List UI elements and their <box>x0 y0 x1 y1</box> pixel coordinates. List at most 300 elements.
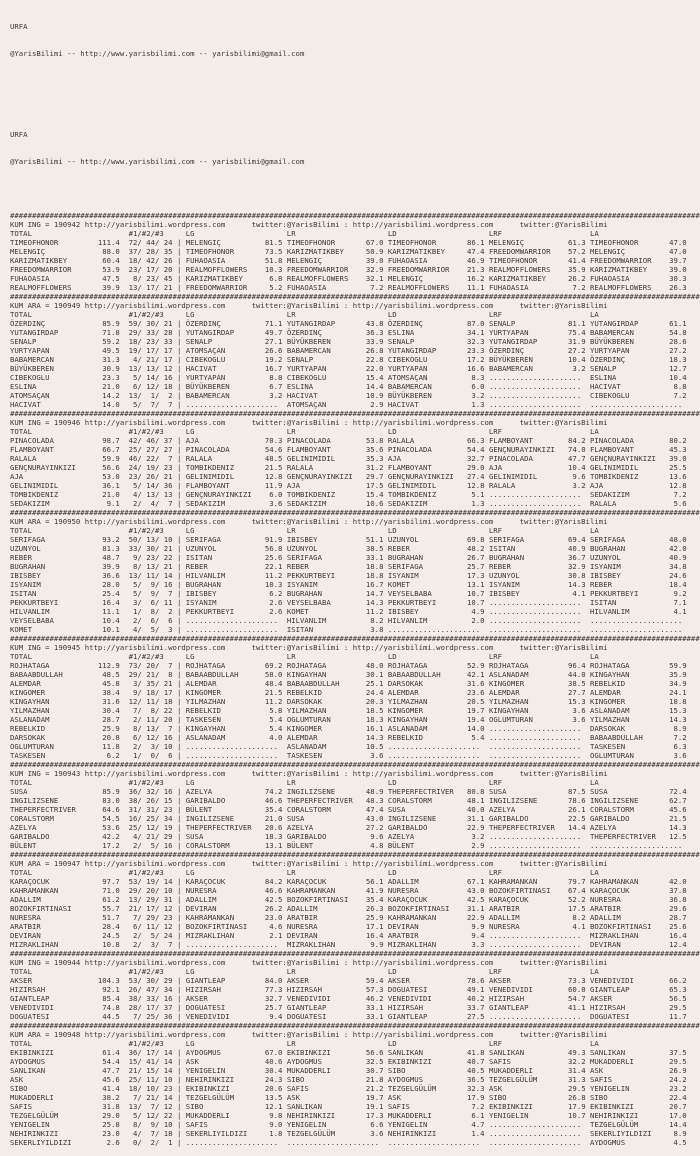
horse-name: AJA <box>10 472 90 481</box>
stat-value-la: 7.2 <box>669 490 687 499</box>
stat-horse-name-lr: ISYANIM <box>286 580 366 589</box>
stat-horse-name-la: RALALA <box>590 499 670 508</box>
placings-value: 38/ 33/ 16 <box>124 994 173 1003</box>
placings-value: 36/ 17/ 14 <box>124 1048 173 1057</box>
stat-value-lr: 21.8 <box>365 1075 384 1084</box>
stat-value-lr: 41.9 <box>365 886 384 895</box>
stat-value-lr: 25.1 <box>365 679 384 688</box>
horse-name: AKSER <box>10 976 90 985</box>
stats-row: ASK 45.6 25/ 11/ 10 | NEHIRINKIZI 24.3 SIBO 21.8 AYDOGMUS 36.5 TEZGELGÜLÜM 31.3 SAFIS 24.2 <box>10 1075 687 1084</box>
stat-value-la: 37.8 <box>669 886 687 895</box>
wordpress-url: http://yarisbilimi.wordpress.com <box>352 769 520 778</box>
stat-horse-name-ld: NURESRA <box>387 886 467 895</box>
stat-horse-name-lr: GARIBALDO <box>286 832 366 841</box>
stats-row: ISYANIM 28.0 5/ 9/ 16 | BUGRAHAN 10.3 ISYANIM 16.7 KOMET 13.1 ISYANIM 14.3 REBER 18.4 <box>10 580 687 589</box>
stat-horse-name-lg: YUTANGIRDAP <box>185 328 265 337</box>
stat-horse-name-lrf: TEZGELGÜLÜM <box>488 1075 569 1084</box>
stat-horse-name-lr: YURTYAPAN <box>286 364 366 373</box>
stat-value-lr: 56.1 <box>365 877 384 886</box>
stat-value-lg: 11.2 <box>264 697 283 706</box>
twitter-handle: twitter:@YarisBilimi <box>251 517 340 526</box>
empty-placeholder-lrf: ..................... <box>488 751 590 760</box>
stat-value-la: 3.6 <box>669 751 687 760</box>
placings-value: 4/ 5/ 3 <box>124 625 173 634</box>
horse-name: KARAÇOCUK <box>10 877 90 886</box>
total-value: 85.9 <box>89 319 120 328</box>
stat-value-lg: 5.4 <box>264 724 283 733</box>
stat-value-lrf: 61.3 <box>568 238 586 247</box>
empty-placeholder-lrf: ..................... <box>488 841 590 850</box>
stats-row: YILMAZHAN 30.4 7/ 8/ 22 | REBELKID 5.8 YILMAZHAN 18.5 KINGOMER 19.7 KINGAYHAN 3.6 ASLANADAM 15.3 <box>10 706 687 715</box>
stat-value-ld: 8.3 <box>466 373 485 382</box>
stat-horse-name-la: FLAMBOYANT <box>590 445 670 454</box>
stat-horse-name-lg: DOGUATESI <box>185 1003 265 1012</box>
placings-value: 5/ 12/ 22 <box>124 1111 173 1120</box>
stat-value-la: 7.2 <box>669 391 687 400</box>
horse-name: SEDAKIZIM <box>10 499 90 508</box>
stat-horse-name-ld: SUSA <box>387 805 467 814</box>
stat-horse-name-lr: TASKESEN <box>286 751 366 760</box>
stat-value-lg: 3.2 <box>264 391 283 400</box>
placings-value: 4/ 13/ 13 <box>124 490 173 499</box>
total-value: 48.5 <box>89 670 120 679</box>
total-value: 45.6 <box>89 1075 120 1084</box>
stat-value-ld: 17.2 <box>466 355 485 364</box>
stat-value-lg: 21.5 <box>264 688 283 697</box>
wordpress-url: http://yarisbilimi.wordpress.com <box>352 958 520 967</box>
stat-value-la: 37.5 <box>669 1048 687 1057</box>
stat-value-lr: 48.9 <box>365 787 384 796</box>
stats-row: TASKESEN 6.2 1/ 0/ 6 | ..................... TASKESEN 3.6 ..................... ..................... OGLUMTURAN 3.6 <box>10 751 687 760</box>
section-title-line: KUM ARA = 190950 http://yarisbilimi.wordpress.com twitter:@YarisBilimi : http://yarisbilimi.wordpress.com twitter:@YarisBilimi <box>10 517 608 526</box>
stat-horse-name-lg: TIMEOFHONOR <box>185 247 265 256</box>
stat-value-la: 17.0 <box>669 1111 687 1120</box>
stat-horse-name-la: DEVIRAN <box>589 940 670 949</box>
horse-name: ALEMDAR <box>10 679 90 688</box>
column-header-row <box>10 868 700 877</box>
stat-horse-name-lr: ATOMSAÇAN <box>286 400 366 409</box>
placings-value: 8/ 23/ 45 <box>124 274 173 283</box>
horse-name: BABAMERCAN <box>10 355 90 364</box>
total-value: 53.9 <box>89 265 120 274</box>
stat-horse-name-ld: UZUNYOL <box>387 535 467 544</box>
stat-value-lr: 4.8 <box>365 841 384 850</box>
stat-horse-name-la: VENEDIVIDI <box>590 976 670 985</box>
stat-horse-name-ld: SANLIKAN <box>387 1048 467 1057</box>
stat-horse-name-la: INGILIZSENE <box>590 796 670 805</box>
stat-horse-name-la: ASK <box>590 1066 670 1075</box>
stat-value-la: 34.8 <box>669 562 687 571</box>
stat-value-lr: 17.3 <box>365 1111 384 1120</box>
stat-horse-name-lr: SANLIKAN <box>286 1102 366 1111</box>
stat-horse-name-la: ASLANADAM <box>590 706 670 715</box>
stat-horse-name-lg: GENÇNURAYINKIZI <box>185 490 265 499</box>
column-label: LR <box>286 310 388 319</box>
placings-value: 23/ 17/ 20 <box>124 265 173 274</box>
stat-horse-name-la: BUGRAHAN <box>590 544 670 553</box>
wordpress-url: http://yarisbilimi.wordpress.com <box>352 859 520 868</box>
placings-value: 13/ 29/ 31 <box>124 895 173 904</box>
stat-horse-name-lr: SAFIS <box>286 1084 366 1093</box>
wordpress-url: http://yarisbilimi.wordpress.com <box>84 769 252 778</box>
stat-value-lr: 8.2 <box>365 616 384 625</box>
stat-horse-name-ld: ÖZERDINÇ <box>387 319 467 328</box>
stat-horse-name-lrf: ASK <box>488 1084 569 1093</box>
empty-placeholder-lrf: ..................... <box>488 616 590 625</box>
stat-value-la: 7.1 <box>669 598 687 607</box>
placings-value: 42/ 46/ 37 <box>124 436 173 445</box>
stat-horse-name-ld: VEYSELBABA <box>387 589 467 598</box>
stat-horse-name-ld: ALEMDAR <box>387 688 467 697</box>
stat-horse-name-lr: KARAÇOCUK <box>286 877 366 886</box>
stat-horse-name-lr: KINGAYHAN <box>286 670 366 679</box>
stat-horse-name-lg: SEKERLIYILDIZI <box>185 1129 265 1138</box>
placings-value: 7/ 25/ 36 <box>124 1012 173 1021</box>
stat-value-ld: 66.3 <box>466 436 485 445</box>
column-label: LRF <box>488 1039 590 1048</box>
total-value: 74.8 <box>89 1003 120 1012</box>
stat-value-lg: 74.2 <box>264 787 283 796</box>
stat-value-la: 39.0 <box>669 454 687 463</box>
stat-value-la: 14.4 <box>669 1120 687 1129</box>
stat-horse-name-lg: ROJHATAGA <box>185 661 265 670</box>
byline: @YarisBilimi -- http://www.yarisbilimi.com -- yarisbilimi@gmail.com <box>10 49 305 58</box>
stat-horse-name-lg: ISITAN <box>185 553 265 562</box>
placings-value: 19/ 17/ 17 <box>124 346 173 355</box>
stat-value-lg: 46.6 <box>264 886 283 895</box>
total-value: 93.2 <box>89 535 120 544</box>
section-divider: ############################################################################################################################################################# <box>10 1021 700 1030</box>
stat-value-ld: 19.7 <box>466 706 485 715</box>
stat-horse-name-lrf: ROJHATAGA <box>488 661 569 670</box>
stat-value-ld: 13.1 <box>466 580 485 589</box>
stat-horse-name-la: EKIBINKIZI <box>590 1102 670 1111</box>
column-label: LA <box>589 427 599 436</box>
stat-horse-name-lr: DOGUATESI <box>286 1012 366 1021</box>
stat-horse-name-lr: AJA <box>286 481 366 490</box>
total-value: 54.5 <box>89 814 120 823</box>
stat-horse-name-ld: SIBO <box>387 1066 467 1075</box>
horse-name: TEZGELGÜLÜM <box>10 1111 90 1120</box>
total-value: 47.5 <box>89 274 120 283</box>
stat-horse-name-la: ESLINA <box>590 373 670 382</box>
stat-horse-name-ld: REALMOFFLOWERS <box>387 283 467 292</box>
stat-value-lr: 10.9 <box>365 391 384 400</box>
stat-value-lrf: 17.5 <box>568 904 586 913</box>
stat-horse-name-lrf: ADALLIM <box>488 913 569 922</box>
stat-horse-name-lr: SUSA <box>286 814 366 823</box>
stat-value-lrf: 9.6 <box>568 472 586 481</box>
stat-horse-name-la: HIZIRSAH <box>590 1003 670 1012</box>
stat-horse-name-la: BÜYÜKBEREN <box>590 337 670 346</box>
stat-horse-name-ld: REBER <box>387 544 467 553</box>
stat-horse-name-ld: BÜYÜKBEREN <box>387 391 467 400</box>
column-label: LG <box>185 1039 287 1048</box>
column-label: LR <box>286 652 388 661</box>
stat-value-lg: 56.8 <box>264 544 283 553</box>
stat-horse-name-ld: AKSER <box>387 976 467 985</box>
stat-value-lg: 2.6 <box>264 607 283 616</box>
total-value: 2.6 <box>89 1138 120 1147</box>
stat-value-ld: 40.7 <box>466 1057 485 1066</box>
horse-name: REBELKID <box>10 724 90 733</box>
horse-name: ATOMSAÇAN <box>10 391 90 400</box>
placings-value: 4/ 7/ 18 <box>124 1129 173 1138</box>
stat-horse-name-la: CIBEKOGLU <box>590 391 670 400</box>
horse-name: KARIZMATIKBEY <box>10 256 90 265</box>
stat-horse-name-lr: CIBEKOGLU <box>286 373 366 382</box>
stat-horse-name-lr: VENEDIVIDI <box>286 994 366 1003</box>
placings-value: 6/ 11/ 12 <box>124 922 173 931</box>
stat-value-la: 28.6 <box>669 337 687 346</box>
stats-row: KARAÇOCUK 97.7 53/ 19/ 14 | KARAÇOCUK 84.2 KARAÇOCUK 56.1 ADALLIM 67.1 KAHRAMANKAN 79.7 KAHRAMANKAN 42.0 <box>10 877 687 886</box>
stat-horse-name-lr: DARSOKAK <box>286 697 366 706</box>
stats-row: SAFIS 31.8 13/ 7/ 12 | SIBO 12.1 SANLIKAN 19.1 SAFIS 7.2 EKIBINKIZI 17.9 EKIBINKIZI 20.7 <box>10 1102 687 1111</box>
empty-placeholder-lg: ..................... <box>185 616 287 625</box>
stat-value-lr: 20.3 <box>365 697 384 706</box>
stat-horse-name-lrf: MUKADDERLI <box>488 1066 569 1075</box>
placings-value: 53/ 30/ 29 <box>124 976 173 985</box>
horse-name: VENEDIVIDI <box>10 1003 90 1012</box>
stat-horse-name-lg: REBER <box>185 562 265 571</box>
stat-horse-name-lg: CORALSTORM <box>185 841 265 850</box>
stat-horse-name-lrf: KARIZMATIKBEY <box>488 274 569 283</box>
total-value: 60.4 <box>89 256 120 265</box>
horse-name: OGLUMTURAN <box>10 742 90 751</box>
total-value: 112.9 <box>89 661 120 670</box>
empty-placeholder-lrf: ..................... <box>488 742 590 751</box>
placings-value: 73/ 20/ 7 <box>124 661 173 670</box>
stat-horse-name-lr: PINACOLADA <box>286 436 366 445</box>
stats-row: ALEMDAR 45.8 3/ 35/ 21 | ALEMDAR 48.4 BABAABDULLAH 25.1 DARSOKAK 31.6 KINGOMER 38.5 REBELKID 34.9 <box>10 679 687 688</box>
total-value: 83.0 <box>89 796 120 805</box>
column-label: LD <box>387 967 489 976</box>
stat-value-lr: 51.1 <box>365 535 384 544</box>
section-divider: ############################################################################################################################################################# <box>10 292 700 301</box>
stat-horse-name-ld: ISYANIM <box>387 571 467 580</box>
column-label: LG <box>185 427 287 436</box>
stat-horse-name-ld: BABAABDULLAH <box>387 670 467 679</box>
stat-value-lrf: 10.4 <box>568 463 586 472</box>
column-label: LR <box>286 427 388 436</box>
stat-value-la: 14.3 <box>669 715 687 724</box>
stat-value-la: 47.0 <box>669 238 687 247</box>
stat-value-lrf: 49.3 <box>568 1048 586 1057</box>
stat-value-la: 80.2 <box>669 436 687 445</box>
stat-horse-name-la: IBISBEY <box>590 571 670 580</box>
section-title-line: KUM ARA = 190948 http://yarisbilimi.wordpress.com twitter:@YarisBilimi : http://yarisbilimi.wordpress.com twitter:@YarisBilimi <box>10 1030 608 1039</box>
stat-value-lrf: 79.7 <box>568 877 586 886</box>
twitter-handle: twitter:@YarisBilimi <box>519 769 608 778</box>
stat-value-lg: 20.6 <box>264 1084 283 1093</box>
horse-name: NEHIRINKIZI <box>10 1129 90 1138</box>
column-label: LD <box>387 229 489 238</box>
horse-name: ÖZERDINÇ <box>10 319 90 328</box>
stat-horse-name-lr: FLAMBOYANT <box>286 445 366 454</box>
column-label: #1/#2/#3 <box>128 526 186 535</box>
stat-value-lr: 3.8 <box>365 625 384 634</box>
stat-horse-name-lg: KINGAYHAN <box>185 724 265 733</box>
stat-value-lr: 6.6 <box>365 1120 384 1129</box>
stat-horse-name-lg: BUGRAHAN <box>185 580 265 589</box>
stat-value-la: 27.2 <box>669 346 687 355</box>
total-value: 49.5 <box>89 346 120 355</box>
stat-horse-name-la: DOGUATESI <box>590 1012 670 1021</box>
stat-horse-name-lg: AZELYA <box>185 787 265 796</box>
stat-value-lg: 6.8 <box>264 274 283 283</box>
stat-value-lg: 73.5 <box>264 247 283 256</box>
total-value: 16.4 <box>89 598 120 607</box>
stat-value-lrf: 73.3 <box>568 976 586 985</box>
stat-value-ld: 1.4 <box>466 1129 485 1138</box>
stat-horse-name-ld: ESLINA <box>387 328 467 337</box>
stat-horse-name-la: SIBO <box>590 1093 670 1102</box>
stat-value-la: 29.6 <box>669 904 687 913</box>
stat-horse-name-lg: REALMOFFLOWERS <box>185 265 265 274</box>
stat-value-lg: 26.2 <box>264 904 283 913</box>
stats-row: REBELKID 25.9 8/ 13/ 7 | KINGAYHAN 5.4 KINGOMER 16.1 ASLANADAM 14.0 ..................... DARSOKAK 8.9 <box>10 724 687 733</box>
total-value: 28.7 <box>89 715 120 724</box>
twitter-handle: twitter:@YarisBilimi <box>519 859 608 868</box>
stat-horse-name-ld: MUKADDERLI <box>387 1111 467 1120</box>
column-label: LD <box>387 1039 489 1048</box>
stat-value-ld: 4.9 <box>466 607 485 616</box>
horse-name: SANLIKAN <box>10 1066 90 1075</box>
stat-horse-name-ld: BUGRAHAN <box>387 553 467 562</box>
section-divider: ############################################################################################################################################################# <box>10 634 700 643</box>
stat-value-lg: 12.8 <box>264 472 283 481</box>
column-label: TOTAL <box>10 310 129 319</box>
placings-value: 13/ 7/ 12 <box>124 1102 173 1111</box>
stat-value-la: 20.7 <box>669 1102 687 1111</box>
column-label: TOTAL <box>10 778 129 787</box>
stat-value-ld: 23.3 <box>466 346 485 355</box>
stat-value-la: 39.7 <box>669 256 687 265</box>
stat-value-lrf: 3.6 <box>568 706 586 715</box>
stat-horse-name-lg: MIZRAKLIHAN <box>185 931 265 940</box>
stat-horse-name-ld: FREEDOMWARRIOR <box>387 265 467 274</box>
empty-placeholder-lrf: ..................... <box>488 373 590 382</box>
stat-value-ld: 21.3 <box>466 265 485 274</box>
stat-value-lr: 39.0 <box>365 256 384 265</box>
stat-horse-name-lrf: GIANTLEAP <box>488 1003 569 1012</box>
stats-row: ESLINA 21.0 6/ 12/ 18 | BÜYÜKBEREN 6.7 ESLINA 14.4 BABAMERCAN 6.0 ..................... HACIVAT 8.8 <box>10 382 687 391</box>
stat-value-lrf: 14.4 <box>568 823 586 832</box>
stat-horse-name-lr: KINGOMER <box>286 724 366 733</box>
stat-value-ld: 27.5 <box>466 1012 485 1021</box>
stat-value-lrf: 75.4 <box>568 328 586 337</box>
wordpress-url: http://yarisbilimi.wordpress.com <box>352 517 520 526</box>
stat-horse-name-lr: REBER <box>286 562 366 571</box>
stat-horse-name-lr: FREEDOMWARRIOR <box>286 265 366 274</box>
twitter-handle: twitter:@YarisBilimi <box>251 958 340 967</box>
horse-name: NURESRA <box>10 913 90 922</box>
section-id: KUM ING = 190945 <box>10 643 85 652</box>
stat-value-lg: 70.3 <box>264 436 283 445</box>
stat-value-lg: 3.6 <box>264 499 283 508</box>
stat-horse-name-la: THEPERFECTRIVER <box>590 832 670 841</box>
stat-value-la: 18.8 <box>669 697 687 706</box>
empty-placeholder-lrf: ..................... <box>488 1138 590 1147</box>
column-label: LRF <box>488 427 590 436</box>
stat-value-la: 62.7 <box>669 796 687 805</box>
stat-horse-name-la: SUSA <box>590 787 670 796</box>
column-label: LA <box>589 526 599 535</box>
placings-value: 38/ 26/ 15 <box>124 796 173 805</box>
stat-value-lg: 13.1 <box>264 841 283 850</box>
horse-name: SUSA <box>10 787 90 796</box>
twitter-handle: twitter:@YarisBilimi <box>251 301 340 310</box>
stat-horse-name-lg: MUKADDERLI <box>185 1111 265 1120</box>
section-title-line: KUM ING = 190945 http://yarisbilimi.wordpress.com twitter:@YarisBilimi : http://yarisbilimi.wordpress.com twitter:@YarisBilimi <box>10 643 608 652</box>
stat-horse-name-lg: AYDOGMUS <box>185 1048 265 1057</box>
stat-value-lr: 14.3 <box>365 598 384 607</box>
empty-placeholder-lg: ..................... <box>185 400 287 409</box>
stat-value-ld: 9.4 <box>466 931 485 940</box>
stat-horse-name-lg: DEVIRAN <box>185 904 265 913</box>
stat-value-ld: 49.1 <box>466 985 485 994</box>
placings-value: 29/ 21/ 8 <box>124 670 173 679</box>
total-value: 71.8 <box>89 328 120 337</box>
stat-horse-name-lr: ARATBIR <box>286 913 366 922</box>
horse-name: HACIVAT <box>10 400 90 409</box>
placings-value: 33/ 30/ 21 <box>124 544 173 553</box>
empty-placeholder-la: ..................... <box>589 625 692 634</box>
stat-horse-name-la: NEHIRINKIZI <box>590 1111 670 1120</box>
stat-horse-name-lg: BOZOKFIRTINASI <box>185 922 265 931</box>
section-id: KUM ING = 190943 <box>10 769 85 778</box>
stat-horse-name-lg: GIANTLEAP <box>185 976 265 985</box>
total-value: 88.0 <box>89 247 120 256</box>
column-label: TOTAL <box>10 229 129 238</box>
stat-horse-name-lg: PINACOLADA <box>185 445 265 454</box>
stat-horse-name-lr: ISITAN <box>286 625 366 634</box>
stat-value-ld: 48.2 <box>466 544 485 553</box>
stat-value-la: 26.9 <box>669 1066 687 1075</box>
total-value: 31.3 <box>89 355 120 364</box>
stat-horse-name-la: HILVANLIM <box>590 607 670 616</box>
column-label: LG <box>185 526 287 535</box>
horse-name: RALALA <box>10 454 90 463</box>
wordpress-url: http://yarisbilimi.wordpress.com <box>84 517 252 526</box>
stats-row: BOZOKFIRTINASI 55.7 21/ 17/ 12 | DEVIRAN 26.2 ADALLIM 26.3 BOZOKFIRTINASI 31.1 ARATBIR 17.5 ARATBIR 29.6 <box>10 904 687 913</box>
column-label: LRF <box>488 526 590 535</box>
stat-horse-name-lr: GIANTLEAP <box>286 1003 366 1012</box>
spacer <box>10 184 700 193</box>
stat-value-lg: 22.1 <box>264 562 283 571</box>
empty-placeholder-lg: ..................... <box>185 751 287 760</box>
total-value: 6.2 <box>89 751 120 760</box>
stat-value-la: 5.6 <box>669 499 687 508</box>
stat-horse-name-ld: GARIBALDO <box>387 823 467 832</box>
stats-row: EKIBINKIZI 61.4 36/ 17/ 14 | AYDOGMUS 67.0 EKIBINKIZI 56.6 SANLIKAN 41.8 SANLIKAN 49.3 SANLIKAN 37.5 <box>10 1048 687 1057</box>
stat-horse-name-lg: ATOMSAÇAN <box>185 346 265 355</box>
section-divider: ############################################################################################################################################################# <box>10 949 700 958</box>
stat-value-la: 66.2 <box>669 976 687 985</box>
stat-value-la: 25.6 <box>669 922 687 931</box>
stat-value-lr: 9.6 <box>365 832 384 841</box>
placings-value: 8/ 9/ 10 <box>124 1120 173 1129</box>
column-label: LG <box>185 310 287 319</box>
horse-name: ISYANIM <box>10 580 90 589</box>
stat-value-lg: 6.0 <box>264 490 283 499</box>
stat-horse-name-lrf: RALALA <box>488 481 569 490</box>
stat-value-ld: 22.9 <box>466 823 485 832</box>
total-value: 81.3 <box>89 544 120 553</box>
stat-horse-name-lg: SERIFAGA <box>185 535 265 544</box>
stat-horse-name-lrf: BÜYÜKBEREN <box>488 355 569 364</box>
stats-row: CIBEKOGLU 23.3 5/ 14/ 16 | YURTYAPAN 8.8 CIBEKOGLU 15.4 ATOMSAÇAN 8.3 ..................... ESLINA 10.4 <box>10 373 687 382</box>
